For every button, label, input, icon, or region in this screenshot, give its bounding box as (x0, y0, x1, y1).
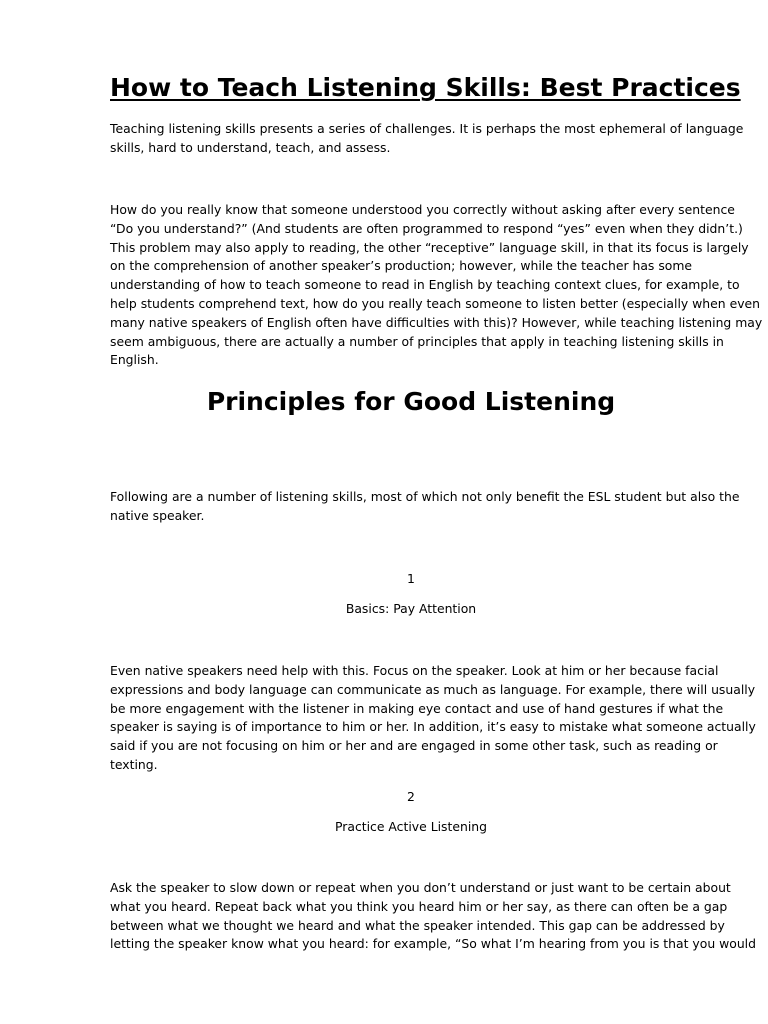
paragraph-line: seem ambiguous, there are actually a number of principles that apply in teaching listening skills in (110, 333, 724, 349)
paragraph-line: help students comprehend text, how do you really teach someone to listen better (especially when even (110, 295, 761, 311)
item-paragraph (110, 879, 756, 954)
paragraph-line: speaker is saying is of importance to him or her. In addition, it’s easy to mistake what someone actually (110, 719, 756, 735)
paragraph-line: said if you are not focusing on him or her and are engaged in some other task, such as reading or (110, 738, 718, 754)
page-title: How to Teach Listening Skills: Best Practices (110, 73, 741, 102)
paragraph-line: Even native speakers need help with this. Focus on the speaker. Look at him or her because facial (110, 663, 719, 678)
paragraph-line: many native speakers of English often have difficulties with this)? However, while teaching listening may (110, 314, 763, 330)
item-number: 2 (407, 789, 415, 804)
paragraph-line: be more engagement with the listener in making eye contact and use of hand gestures if what the (110, 700, 724, 716)
paragraph-line: on the comprehension of another speaker’s production; however, while the teacher has some (110, 258, 693, 274)
paragraph-line: Teaching listening skills presents a series of challenges. It is perhaps the most ephemeral of language (110, 121, 744, 136)
paragraph-line: understanding of how to teach someone to read in English by teaching context clues, for example, to (110, 277, 740, 293)
paragraph-line: How do you really know that someone understood you correctly without asking after every sentence (110, 202, 735, 217)
item-number: 1 (407, 571, 415, 586)
section-heading: Principles for Good Listening (206, 387, 616, 416)
paragraph-line: skills, hard to understand, teach, and assess. (110, 139, 391, 155)
paragraph-line: between what we thought we heard and what the speaker intended. This gap can be addressed by (110, 917, 725, 933)
paragraph-line: Following are a number of listening skills, most of which not only benefit the ESL student but also the (110, 489, 740, 504)
paragraph-line: what you heard. Repeat back what you think you heard him or her say, as there can often be a gap (110, 898, 728, 914)
paragraph-line: English. (110, 352, 159, 368)
paragraph-line: “Do you understand?” (And students are often programmed to respond “yes” even when they didn’t.) (110, 220, 743, 236)
paragraph-line: letting the speaker know what you heard: for example, “So what I’m hearing from you is that you would (110, 936, 756, 952)
item-heading: Practice Active Listening (335, 819, 487, 834)
paragraph-line: Ask the speaker to slow down or repeat when you don’t understand or just want to be certain about (110, 880, 731, 895)
paragraph-line: native speaker. (110, 507, 205, 523)
paragraph-line: texting. (110, 756, 158, 772)
problem-paragraph (110, 201, 763, 370)
item-heading: Basics: Pay Attention (345, 601, 477, 616)
intro-paragraph (110, 120, 744, 158)
paragraph-line: expressions and body language can communicate as much as language. For example, there will usually (110, 681, 756, 697)
item-paragraph (110, 662, 756, 775)
following-paragraph (110, 488, 740, 526)
paragraph-line: This problem may also apply to reading, the other “receptive” language skill, in that its focus is largely (110, 239, 749, 255)
